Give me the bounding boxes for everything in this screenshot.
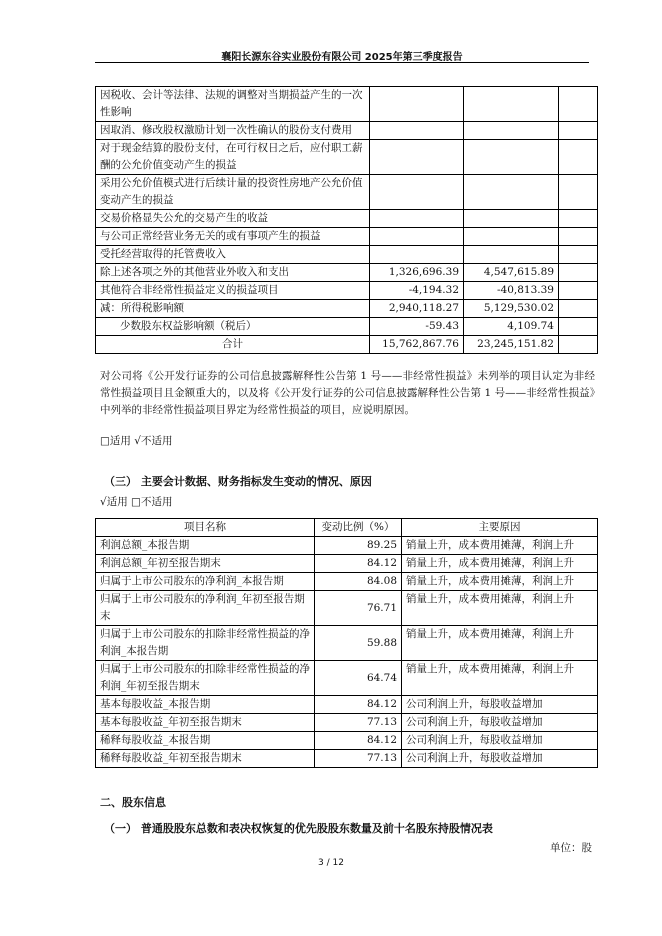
row-item-label: 受托经营取得的托管费收入 [96, 246, 370, 264]
row-value-current: 1,326,696.39 [370, 264, 464, 282]
row-item-label: 采用公允价值模式进行后续计量的投资性房地产公允价值变动产生的损益 [96, 175, 370, 210]
row-note [559, 175, 598, 210]
row-value-ytd [464, 210, 559, 228]
row-value-current [370, 228, 464, 246]
page-header: 襄阳长源东谷实业股份有限公司 2025年第三季度报告 [221, 52, 463, 63]
row-value-current [370, 122, 464, 140]
row-note [559, 318, 598, 336]
row-item-label: 与公司正常经营业务无关的或有事项产生的损益 [96, 228, 370, 246]
row-item-name: 归属于上市公司股东的扣除非经常性损益的净利润_年初至报告期末 [96, 661, 315, 696]
row-item-label: 合计 [96, 336, 370, 354]
row-value-current: 15,762,867.76 [370, 336, 464, 354]
table-row [96, 537, 598, 555]
row-note [559, 140, 598, 175]
table-row [96, 246, 598, 264]
section-3-title: （三） 主要会计数据、财务指标发生变动的情况、原因 [104, 475, 372, 488]
row-item-name: 利润总额_年初至报告期末 [96, 555, 315, 573]
table-header-row [96, 519, 598, 537]
table-row [96, 661, 598, 696]
row-item-label: 其他符合非经常性损益定义的损益项目 [96, 282, 370, 300]
table-row [96, 140, 598, 175]
row-item-label: 减：所得税影响额 [96, 300, 370, 318]
row-main-reason: 销量上升，成本费用摊薄，利润上升 [402, 591, 598, 626]
row-main-reason: 销量上升，成本费用摊薄，利润上升 [402, 573, 598, 591]
table-row [96, 696, 598, 714]
row-value-ytd: 4,109.74 [464, 318, 559, 336]
row-item-label: 因取消、修改股权激励计划一次性确认的股份支付费用 [96, 122, 370, 140]
row-item-label: 因税收、会计等法律、法规的调整对当期损益产生的一次性影响 [96, 87, 370, 122]
table-row [96, 732, 598, 750]
row-note [559, 336, 598, 354]
row-item-name: 利润总额_本报告期 [96, 537, 315, 555]
applicability-check-1: □适用 √不适用 [100, 435, 173, 447]
unit-label: 单位：股 [550, 842, 592, 854]
row-change-ratio: 89.25 [315, 537, 402, 555]
row-item-name: 归属于上市公司股东的净利润_本报告期 [96, 573, 315, 591]
row-note [559, 246, 598, 264]
row-main-reason: 销量上升，成本费用摊薄，利润上升 [402, 661, 598, 696]
table-row [96, 591, 598, 626]
page-number: 3 / 12 [318, 858, 344, 868]
row-value-current: -4,194.32 [370, 282, 464, 300]
row-main-reason: 销量上升，成本费用摊薄，利润上升 [402, 555, 598, 573]
row-value-ytd [464, 122, 559, 140]
row-value-current [370, 87, 464, 122]
row-value-current [370, 210, 464, 228]
row-note [559, 264, 598, 282]
non-recurring-gains-table [95, 86, 598, 354]
table-row [96, 573, 598, 591]
row-main-reason: 公司利润上升，每股收益增加 [402, 696, 598, 714]
row-value-ytd [464, 87, 559, 122]
row-note [559, 282, 598, 300]
row-item-name: 基本每股收益_本报告期 [96, 696, 315, 714]
applicability-check-2: √适用 □不适用 [100, 496, 173, 508]
row-note [559, 210, 598, 228]
table-row [96, 122, 598, 140]
table-row [96, 555, 598, 573]
row-item-name: 归属于上市公司股东的扣除非经常性损益的净利润_本报告期 [96, 626, 315, 661]
row-change-ratio: 76.71 [315, 591, 402, 626]
row-value-current: 2,940,118.27 [370, 300, 464, 318]
row-main-reason: 销量上升，成本费用摊薄，利润上升 [402, 626, 598, 661]
header-main-reason: 主要原因 [402, 519, 598, 537]
row-change-ratio: 59.88 [315, 626, 402, 661]
row-change-ratio: 84.12 [315, 732, 402, 750]
table-row [96, 87, 598, 122]
table-row [96, 264, 598, 282]
row-main-reason: 公司利润上升，每股收益增加 [402, 732, 598, 750]
row-change-ratio: 77.13 [315, 750, 402, 768]
row-note [559, 300, 598, 318]
row-change-ratio: 77.13 [315, 714, 402, 732]
row-item-name: 稀释每股收益_年初至报告期末 [96, 750, 315, 768]
row-main-reason: 公司利润上升，每股收益增加 [402, 714, 598, 732]
row-value-current [370, 175, 464, 210]
row-value-ytd [464, 140, 559, 175]
row-item-label: 除上述各项之外的其他营业外收入和支出 [96, 264, 370, 282]
row-note [559, 122, 598, 140]
row-change-ratio: 84.12 [315, 696, 402, 714]
row-value-ytd: 23,245,151.82 [464, 336, 559, 354]
row-change-ratio: 84.12 [315, 555, 402, 573]
row-value-current: -59.43 [370, 318, 464, 336]
row-value-ytd [464, 246, 559, 264]
row-value-ytd [464, 228, 559, 246]
table-row [96, 626, 598, 661]
row-value-ytd: -40,813.39 [464, 282, 559, 300]
table-row [96, 175, 598, 210]
table-row [96, 210, 598, 228]
row-change-ratio: 84.08 [315, 573, 402, 591]
header-change-ratio: 变动比例（%） [315, 519, 402, 537]
table-row [96, 300, 598, 318]
table-row [96, 336, 598, 354]
section-2-1-title: （一） 普通股股东总数和表决权恢复的优先股股东数量及前十名股东持股情况表 [104, 822, 493, 835]
row-change-ratio: 64.74 [315, 661, 402, 696]
row-item-name: 归属于上市公司股东的净利润_年初至报告期末 [96, 591, 315, 626]
row-item-label: 少数股东权益影响额（税后） [96, 318, 370, 336]
row-value-ytd: 4,547,615.89 [464, 264, 559, 282]
table-row [96, 750, 598, 768]
row-value-ytd [464, 175, 559, 210]
row-note [559, 228, 598, 246]
row-value-current [370, 246, 464, 264]
row-main-reason: 公司利润上升，每股收益增加 [402, 750, 598, 768]
row-item-name: 基本每股收益_年初至报告期末 [96, 714, 315, 732]
row-item-label: 交易价格显失公允的交易产生的收益 [96, 210, 370, 228]
header-item-name: 项目名称 [96, 519, 315, 537]
row-item-label: 对于现金结算的股份支付，在可行权日之后，应付职工薪酬的公允价值变动产生的损益 [96, 140, 370, 175]
note-paragraph: 对公司将《公开发行证券的公司信息披露解释性公告第 1 号——非经常性损益》未列举的项目认定为非经常性损益项目且金额重大的，以及将《公开发行证券的公司信息披露解释性公告第 1 号——非经常性损益》中列举的非经常性损益项目界定为经常性损益的项目，应说明原因。 [100, 370, 595, 416]
row-item-name: 稀释每股收益_本报告期 [96, 732, 315, 750]
row-note [559, 87, 598, 122]
row-main-reason: 销量上升，成本费用摊薄，利润上升 [402, 537, 598, 555]
table-row [96, 714, 598, 732]
table-row [96, 318, 598, 336]
table-row [96, 228, 598, 246]
row-value-current [370, 140, 464, 175]
header-divider [95, 62, 589, 63]
change-reasons-table [95, 518, 598, 768]
row-value-ytd: 5,129,530.02 [464, 300, 559, 318]
section-2-title: 二、股东信息 [100, 796, 166, 809]
table-row [96, 282, 598, 300]
